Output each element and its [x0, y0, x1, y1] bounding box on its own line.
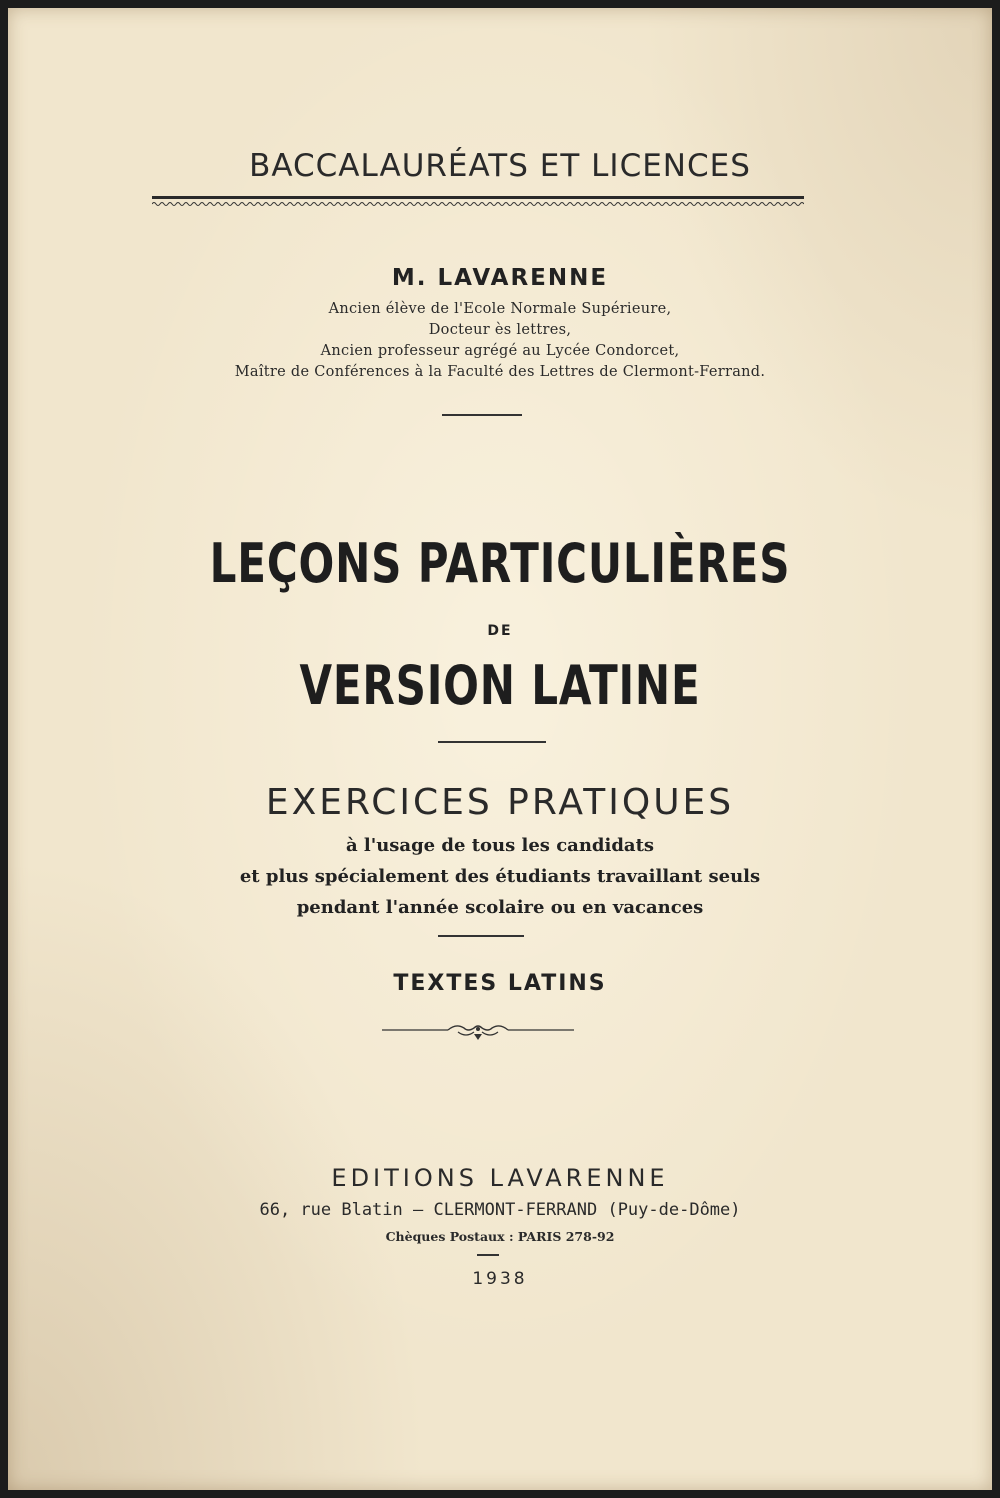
author-name: M. LAVARENNE	[391, 265, 609, 291]
author-credential: Ancien élève de l'Ecole Normale Supérieure,	[328, 301, 672, 317]
author-credential: Maître de Conférences à la Faculté des Lettres de Clermont-Ferrand.	[234, 364, 766, 380]
publisher-name: EDITIONS LAVARENNE	[331, 1164, 669, 1192]
postal-cheques	[8, 1229, 992, 1244]
publisher-address: 66, rue Blatin — CLERMONT-FERRAND (Puy-de-Dôme)	[259, 1200, 741, 1220]
divider	[477, 1254, 499, 1256]
usage-line: pendant l'année scolaire ou en vacances	[296, 897, 704, 918]
book-cover	[8, 8, 992, 1490]
divider	[438, 741, 546, 743]
ornament-fleuron-icon	[378, 1020, 578, 1046]
divider	[442, 414, 522, 416]
series-title: BACCALAURÉATS ET LICENCES	[249, 148, 751, 184]
usage-line: et plus spécialement des étudiants travaillant seuls	[239, 866, 761, 887]
usage-line: à l'usage de tous les candidats	[345, 835, 655, 856]
header-wavy-rule	[152, 201, 804, 207]
subtitle: EXERCICES PRATIQUES	[265, 782, 735, 823]
title-line-1: LEÇONS PARTICULIÈRES	[209, 532, 791, 595]
divider	[438, 935, 524, 937]
postal-cheques-label: Chèques Postaux :	[385, 1229, 514, 1244]
publication-year: 1938	[472, 1269, 528, 1289]
postal-cheques-value: PARIS 278-92	[517, 1229, 615, 1244]
header-rule	[152, 196, 804, 199]
title-connector: DE	[487, 623, 513, 639]
author-credential: Docteur ès lettres,	[428, 322, 572, 338]
section-title: TEXTES LATINS	[393, 971, 607, 996]
author-credential: Ancien professeur agrégé au Lycée Condorcet,	[320, 343, 680, 359]
title-line-2: VERSION LATINE	[299, 654, 701, 717]
